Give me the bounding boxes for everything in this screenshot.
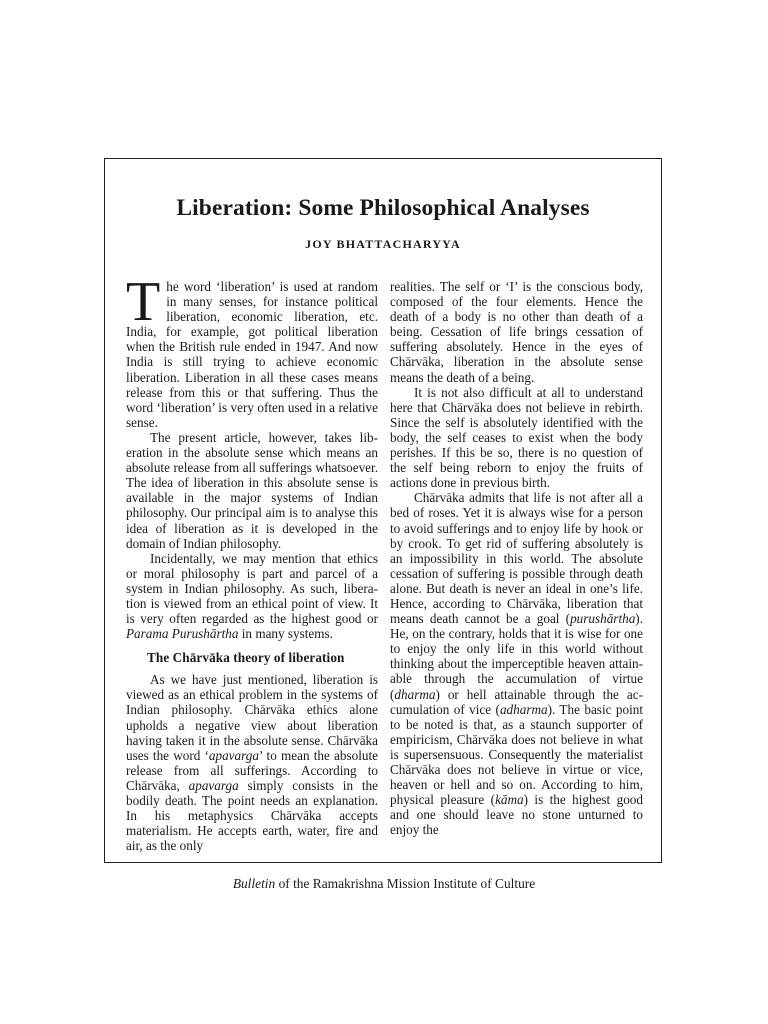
paragraph-3: Incidentally, we may mention that ethics or moral philosophy is part and parcel of a system in Indian philosophy. As such, liberation is viewed from an ethical point of view. It is very often regarded as the highest good or Parama Purushārtha in many systems. <box>126 550 378 642</box>
drop-cap: T <box>126 271 161 333</box>
article-author: JOY BHATTACHARYYA <box>305 237 461 251</box>
paragraph-2: The present article, however, takes liberation in the absolute sense which means an absolute release from all sufferings whatsoever. The idea of liberation in this absolute sense is available in the major systems of Indian philosophy. Our principal aim is to analyse this idea of liberation as it is developed in the domain of Indian philosophy. <box>126 429 378 551</box>
footer-journal-name: Bulletin <box>232 876 276 891</box>
section-heading: The Chārvāka theory of liberation <box>147 650 345 666</box>
paragraph-1: The word ‘liberation’ is used at random in many senses, for instance political liberation, economic liberation, etc. India, for example, got political liberation when the British rule ended in 1947. And now India is still trying to achieve economic liberation. Liberation in all these cases means release from this or that suffering. Thus the word ‘liberation’ is very often used in a relative sense. <box>126 271 378 430</box>
paragraph-6: It is not also difficult at all to understand here that Chārvāka does not believe in rebirth. Since the self is absolutely identified with the body, the self ceases to exist when the body perishes. If this be so, there is no question of the self being reborn to enjoy the fruits of actions done in previous birth. <box>390 384 643 491</box>
page-footer <box>0 876 768 892</box>
article-title: Liberation: Some Philosophical Analyses <box>176 195 590 221</box>
paragraph-4: As we have just mentioned, liberation is viewed as an ethical problem in the systems of Indian philosophy. Chārvāka ethics alone upholds a negative view about liberation having taken it in the absolute sense. Chārvāka uses the word ‘apavarga’ to mean the absolute release from all sufferings. According to Chārvāka, apavarga simply consists in the bodily death. The point needs an explanation. In his metaphysics Chārvāka accepts materialism. He accepts earth, water, fire and air, as the only <box>126 672 378 854</box>
paragraph-7: Chārvāka admits that life is not after all a bed of roses. Yet it is always wise for a person to avoid sufferings and to enjoy life by hook or by crook. To get rid of suffering absolutely is an impossibility in this world. The absolute cessation of suffering is possible through death alone. But death is never an ideal in one’s life. Hence, according to Chārvāka, liberation that means death cannot be a goal (purushārtha). He, on the contrary, holds that it is wise for one to enjoy the only life in this world without thinking about the imperceptible heaven attainable through the accumulation of virtue (dharma) or hell attainable through the accumulation of vice (adharma). The basic point to be noted is that, as a staunch supporter of empiricism, Chārvāka does not believe in what is supersensuous. Consequently the materialist Chārvāka does not believe in virtue or vice, heaven or hell and so on. According to him, physical pleasure (kāma) is the highest good and one should leave no stone unturned to enjoy the <box>390 490 643 838</box>
right-column <box>390 279 643 837</box>
footer-publisher: of the Ramakrishna Mission Institute of Culture <box>275 876 536 891</box>
left-column <box>126 271 378 854</box>
paragraph-5: realities. The self or ‘I’ is the conscious body, composed of the four elements. Hence the death of a body is no other than death of a being. Cessation of life brings cessation of suffering absolutely. Hence in the eyes of Chārvāka, liberation in the absolute sense means the death of a being. <box>390 279 643 385</box>
article-frame <box>104 158 662 863</box>
